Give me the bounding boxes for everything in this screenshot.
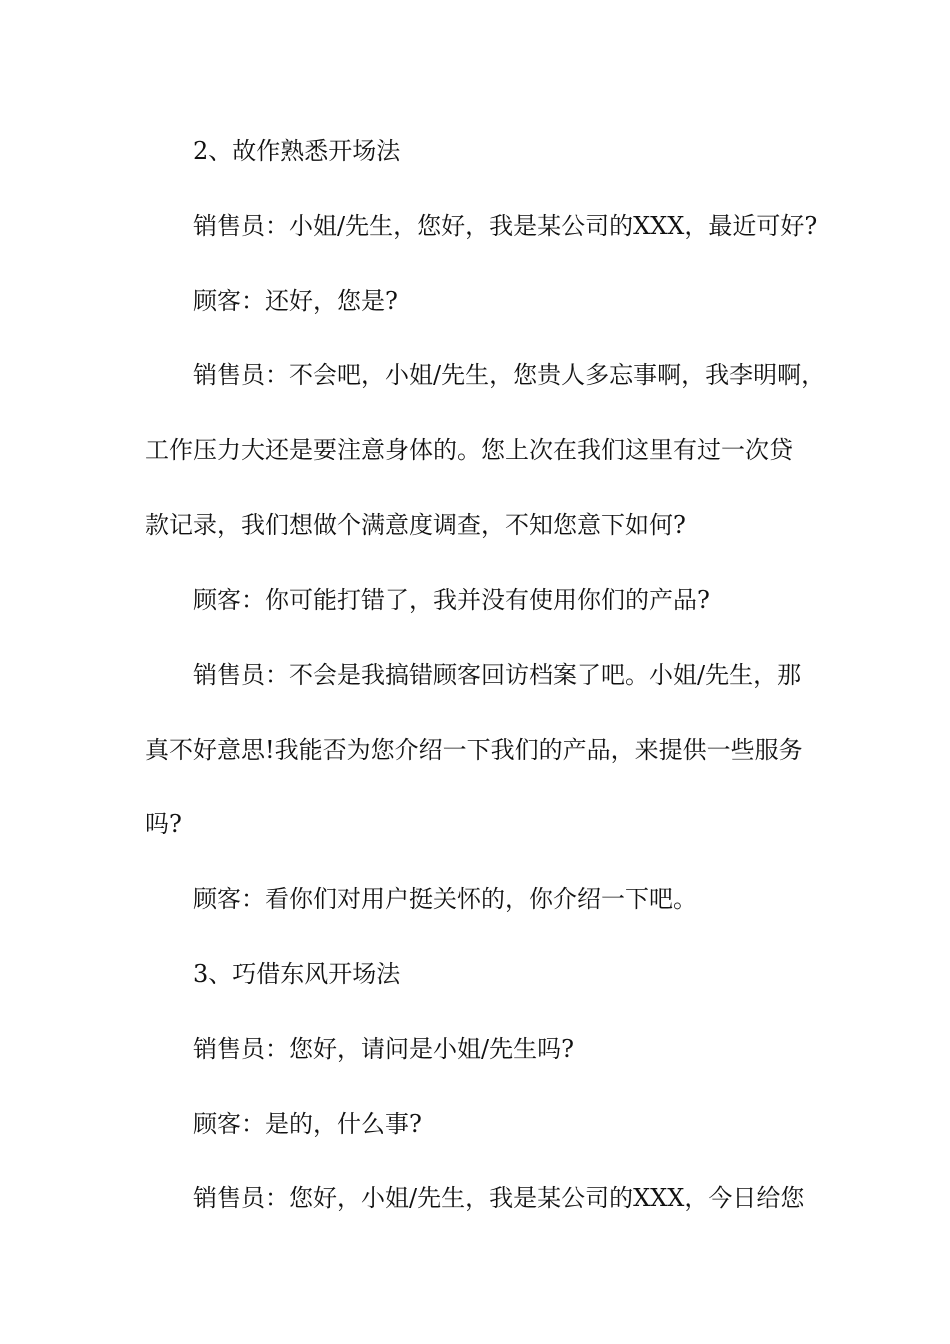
dialogue-line: 顾客：是的，什么事? (193, 1110, 422, 1138)
dialogue-line: 顾客：还好，您是? (193, 287, 398, 315)
section-heading: 2、故作熟悉开场法 (193, 137, 401, 165)
section-heading: 3、巧借东风开场法 (193, 960, 401, 988)
dialogue-line: 销售员：不会吧，小姐/先生，您贵人多忘事啊，我李明啊， (193, 361, 826, 389)
dialogue-line: 销售员：不会是我搞错顾客回访档案了吧。小姐/先生，那 (193, 661, 802, 689)
dialogue-line: 顾客：你可能打错了，我并没有使用你们的产品? (193, 586, 710, 614)
dialogue-line: 顾客：看你们对用户挺关怀的，你介绍一下吧。 (193, 885, 697, 913)
dialogue-line: 销售员：您好，请问是小姐/先生吗? (193, 1035, 574, 1063)
dialogue-line-continuation: 真不好意思!我能否为您介绍一下我们的产品，来提供一些服务 (145, 736, 803, 764)
dialogue-line-continuation: 工作压力大还是要注意身体的。您上次在我们这里有过一次贷 (145, 436, 793, 464)
dialogue-line: 销售员：您好，小姐/先生，我是某公司的XXX，今日给您 (193, 1184, 805, 1212)
dialogue-line-continuation: 款记录，我们想做个满意度调查，不知您意下如何? (145, 511, 686, 539)
dialogue-line-continuation: 吗? (145, 810, 182, 838)
dialogue-line: 销售员：小姐/先生，您好，我是某公司的XXX，最近可好? (193, 212, 818, 240)
